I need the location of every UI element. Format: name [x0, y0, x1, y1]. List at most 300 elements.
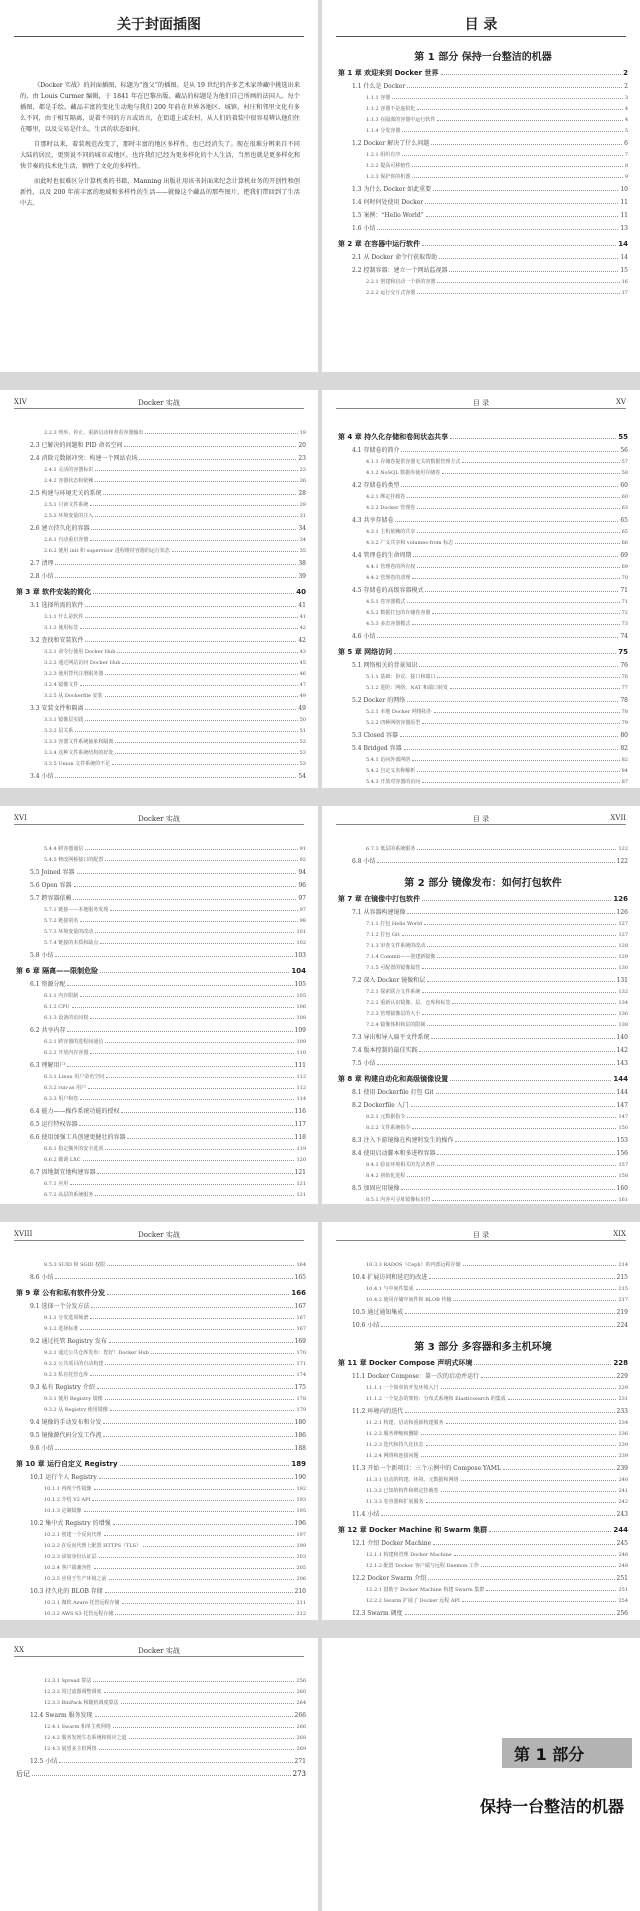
toc-entry[interactable]	[16, 557, 306, 570]
toc-entry[interactable]	[338, 1607, 628, 1620]
toc-entry[interactable]	[338, 183, 628, 196]
toc-entry[interactable]	[16, 1429, 306, 1442]
toc-entry[interactable]	[16, 927, 306, 938]
toc-entry[interactable]	[16, 1324, 306, 1335]
toc-entry[interactable]	[16, 1506, 306, 1517]
toc-chapter[interactable]	[338, 431, 628, 444]
toc-page-number: 45	[299, 660, 306, 666]
toc-entry[interactable]	[16, 1598, 306, 1609]
page-header	[14, 1646, 304, 1657]
leader-dots	[377, 637, 618, 638]
toc-chapter[interactable]	[16, 965, 306, 978]
toc-entry[interactable]	[338, 503, 628, 514]
leader-dots	[95, 1195, 294, 1196]
toc-entry[interactable]	[16, 1495, 306, 1506]
toc-entry[interactable]	[16, 647, 306, 658]
toc-entry[interactable]	[16, 1059, 306, 1072]
toc-entry[interactable]	[338, 444, 628, 457]
toc-entry[interactable]	[16, 465, 306, 476]
toc-entry-title: 6.1 资源分配	[30, 981, 66, 988]
toc-entry[interactable]	[338, 1319, 628, 1332]
toc-entry[interactable]	[16, 599, 306, 612]
toc-page-number: 14	[618, 240, 628, 248]
toc-entry[interactable]	[338, 115, 628, 126]
toc-entry[interactable]	[16, 1072, 306, 1083]
toc-page-number: 120	[296, 1157, 306, 1163]
leader-dots	[129, 1738, 295, 1739]
toc-entry[interactable]	[16, 691, 306, 702]
leader-dots	[91, 529, 296, 530]
page-xx	[0, 1638, 318, 1911]
toc-entry[interactable]	[16, 1131, 306, 1144]
toc-entry[interactable]	[16, 1709, 306, 1722]
toc-entry[interactable]	[16, 726, 306, 737]
toc-entry[interactable]	[338, 1596, 628, 1607]
toc-entry-title: 7.3 导出和导入扁平文件系统	[352, 1034, 430, 1041]
toc-entry[interactable]	[16, 905, 306, 916]
leader-dots	[437, 120, 622, 121]
toc-entry[interactable]	[338, 538, 628, 549]
toc-entry[interactable]	[338, 1044, 628, 1057]
toc-entry[interactable]	[338, 987, 628, 998]
toc-page-number: 51	[299, 728, 306, 734]
toc-entry-title: 7.2.3 管理镜像层的大小	[366, 1011, 421, 1017]
leader-dots	[429, 1278, 614, 1279]
toc-entry[interactable]	[338, 844, 628, 855]
leader-dots	[417, 849, 616, 850]
toc-entry[interactable]	[16, 1013, 306, 1024]
toc-page-number: 142	[616, 1047, 628, 1054]
toc-entry[interactable]	[16, 535, 306, 546]
leader-dots	[419, 1051, 614, 1052]
toc-entry[interactable]	[338, 1508, 628, 1521]
toc-page-number: 119	[296, 1146, 306, 1152]
toc-entry[interactable]	[338, 707, 628, 718]
toc-entry[interactable]	[16, 978, 306, 991]
toc-entry[interactable]	[338, 457, 628, 468]
toc-entry[interactable]	[16, 612, 306, 623]
leader-dots	[401, 1189, 614, 1190]
toc-entry[interactable]	[16, 1563, 306, 1574]
toc-entry[interactable]	[338, 1260, 628, 1271]
leader-dots	[417, 532, 619, 533]
toc-entry[interactable]	[338, 659, 628, 672]
toc-entry[interactable]	[338, 80, 628, 93]
toc-entry[interactable]	[16, 844, 306, 855]
toc-entry-title: 1.2.2 提高可移植性	[366, 163, 411, 169]
toc-entry[interactable]	[16, 1024, 306, 1037]
toc-entry[interactable]	[338, 1405, 628, 1418]
toc-entry[interactable]	[338, 549, 628, 562]
leader-dots	[94, 1568, 295, 1569]
toc-entry[interactable]	[16, 1271, 306, 1284]
toc-entry[interactable]	[338, 672, 628, 683]
toc-entry[interactable]	[16, 855, 306, 866]
toc-entry[interactable]	[338, 196, 628, 209]
toc-entry[interactable]	[16, 892, 306, 905]
toc-entry[interactable]	[338, 288, 628, 299]
toc-entry-title: 9.2 通过托管 Registry 发布	[30, 1338, 107, 1345]
toc-entry[interactable]	[338, 1086, 628, 1099]
leader-dots	[85, 720, 297, 721]
toc-entry[interactable]	[338, 1451, 628, 1462]
toc-page-number: 269	[296, 1746, 306, 1752]
toc-entry[interactable]	[338, 597, 628, 608]
toc-entry[interactable]	[338, 1497, 628, 1508]
toc-entry[interactable]	[16, 1609, 306, 1620]
toc-entry-title: 1.2.1 组织有序	[366, 152, 401, 158]
toc-page-number: 41	[299, 614, 306, 620]
toc-page-number: 239	[616, 1465, 628, 1472]
toc-entry[interactable]	[16, 1574, 306, 1585]
toc-entry[interactable]	[338, 1009, 628, 1020]
toc-entry[interactable]	[16, 1048, 306, 1059]
toc-entry[interactable]	[16, 522, 306, 535]
toc-entry[interactable]	[16, 949, 306, 962]
toc-entry[interactable]	[16, 1313, 306, 1324]
toc-entry-title: 12.2 Docker Swarm 介绍	[352, 1575, 427, 1582]
toc-entry[interactable]	[16, 748, 306, 759]
toc-entry[interactable]	[338, 729, 628, 742]
toc-entry-title: 2.3 已解决的问题和 PID 命名空间	[30, 442, 123, 449]
toc-entry[interactable]	[16, 1179, 306, 1190]
leader-dots	[377, 229, 618, 230]
toc-entry[interactable]	[16, 428, 306, 439]
toc-entry-title: 12.4.3 展望多主机网络	[44, 1746, 97, 1752]
toc-entry[interactable]	[16, 1733, 306, 1744]
toc-page-number: 103	[294, 952, 306, 959]
toc-entry[interactable]	[338, 161, 628, 172]
toc-entry-title: 第 4 章 持久化存储和卷间状态共享	[338, 433, 449, 441]
toc-entry[interactable]	[338, 1370, 628, 1383]
toc-entry-title: 1.1.4 分发容器	[366, 128, 401, 134]
toc-entry[interactable]	[338, 1306, 628, 1319]
toc-entry[interactable]	[338, 630, 628, 643]
toc-entry[interactable]	[338, 527, 628, 538]
toc-entry[interactable]	[338, 150, 628, 161]
toc-entry[interactable]	[338, 1182, 628, 1195]
page-number: XX	[14, 1646, 24, 1654]
toc-entry[interactable]	[16, 1144, 306, 1155]
toc-entry[interactable]	[16, 938, 306, 949]
toc-entry-title: 7.1.4 Commit——创建新镜像	[366, 954, 436, 960]
leader-dots	[413, 556, 618, 557]
toc-entry[interactable]	[338, 1284, 628, 1295]
toc-entry[interactable]	[338, 277, 628, 288]
toc-chapter[interactable]	[338, 646, 628, 659]
toc-entry[interactable]	[338, 93, 628, 104]
leader-dots	[90, 1053, 294, 1054]
toc-entry[interactable]	[338, 963, 628, 974]
toc-entry-title: 10.2.1 创建一个反向代理	[44, 1532, 102, 1538]
leader-dots	[377, 1064, 614, 1065]
toc-entry-title: 6.2.2 开放内存容器	[44, 1050, 89, 1056]
toc-entry[interactable]	[16, 1768, 306, 1781]
toc-entry[interactable]	[338, 573, 628, 584]
toc-entry[interactable]	[338, 766, 628, 777]
toc-entry[interactable]	[16, 487, 306, 500]
toc-entry[interactable]	[16, 669, 306, 680]
toc-entry[interactable]	[338, 1394, 628, 1405]
leader-dots	[55, 564, 296, 565]
toc-entry[interactable]	[16, 916, 306, 927]
toc-entry[interactable]	[338, 998, 628, 1009]
toc-entry-title: 10.1.2 介绍 V2 API	[44, 1497, 91, 1503]
page-number: XVII	[610, 814, 626, 822]
toc-entry-title: 7.1.5 可配置的镜像属性	[366, 965, 421, 971]
leader-dots	[55, 577, 296, 578]
toc-entry[interactable]	[338, 172, 628, 183]
leader-dots	[85, 709, 296, 710]
toc-entry[interactable]	[16, 1166, 306, 1179]
toc-entry[interactable]	[338, 1462, 628, 1475]
toc-page-number: 87	[621, 779, 628, 785]
toc-entry[interactable]	[16, 1002, 306, 1013]
toc-entry[interactable]	[338, 855, 628, 868]
toc-chapter[interactable]	[338, 67, 628, 80]
toc-entry[interactable]	[338, 251, 628, 264]
toc-entry[interactable]	[16, 1359, 306, 1370]
toc-list	[16, 1260, 306, 1620]
toc-entry[interactable]	[338, 919, 628, 930]
toc-entry[interactable]	[16, 1190, 306, 1201]
toc-entry[interactable]	[16, 623, 306, 634]
toc-entry[interactable]	[16, 1541, 306, 1552]
toc-entry[interactable]	[338, 952, 628, 963]
toc-entry[interactable]	[338, 468, 628, 479]
toc-entry[interactable]	[338, 694, 628, 707]
toc-entry[interactable]	[338, 941, 628, 952]
toc-entry[interactable]	[338, 1537, 628, 1550]
toc-entry[interactable]	[338, 104, 628, 115]
toc-entry-title: 11.4 小结	[352, 1511, 380, 1518]
toc-entry[interactable]	[16, 1394, 306, 1405]
page-header	[336, 1230, 626, 1241]
toc-entry[interactable]	[16, 1405, 306, 1416]
toc-entry[interactable]	[16, 634, 306, 647]
toc-entry[interactable]	[338, 1383, 628, 1394]
toc-entry[interactable]	[16, 1517, 306, 1530]
toc-page-number: 266	[294, 1712, 306, 1719]
toc-page-number: 174	[296, 1372, 306, 1378]
leader-dots	[402, 935, 617, 936]
toc-entry[interactable]	[338, 906, 628, 919]
toc-entry[interactable]	[338, 755, 628, 766]
toc-entry-title: 3.1.2 使用标签	[44, 625, 79, 631]
toc-entry[interactable]	[338, 562, 628, 573]
toc-entry[interactable]	[338, 1550, 628, 1561]
toc-page-number: 55	[618, 433, 628, 441]
toc-entry[interactable]	[16, 1118, 306, 1131]
toc-entry[interactable]	[338, 126, 628, 137]
toc-entry[interactable]	[16, 1471, 306, 1484]
toc-entry[interactable]	[16, 680, 306, 691]
toc-entry[interactable]	[16, 1698, 306, 1709]
leader-dots	[112, 764, 297, 765]
toc-chapter[interactable]	[338, 1357, 628, 1370]
toc-entry[interactable]	[338, 1572, 628, 1585]
toc-entry[interactable]	[338, 619, 628, 630]
toc-page-number: 144	[613, 1075, 628, 1083]
toc-page-number: 52	[299, 739, 306, 745]
toc-entry-title: 5.1 网络相关的背景知识	[352, 662, 418, 669]
toc-page-number: 268	[296, 1735, 306, 1741]
toc-entry[interactable]	[16, 1348, 306, 1359]
leader-dots	[437, 1154, 614, 1155]
leader-dots	[474, 1364, 611, 1365]
toc-entry[interactable]	[338, 930, 628, 941]
toc-page-number: 167	[296, 1326, 306, 1332]
toc-entry[interactable]	[338, 584, 628, 597]
toc-chapter[interactable]	[338, 1073, 628, 1086]
toc-entry[interactable]	[16, 658, 306, 669]
toc-entry[interactable]	[16, 759, 306, 770]
toc-entry[interactable]	[16, 879, 306, 892]
leader-dots	[113, 1524, 293, 1525]
toc-entry[interactable]	[16, 1105, 306, 1118]
toc-entry-title: 11.3.1 启动的构建、环境、元数据和网络	[366, 1477, 459, 1483]
toc-entry[interactable]	[338, 264, 628, 277]
toc-entry[interactable]	[338, 1486, 628, 1497]
toc-chapter[interactable]	[338, 893, 628, 906]
toc-entry[interactable]	[338, 1295, 628, 1306]
toc-entry[interactable]	[338, 1112, 628, 1123]
toc-entry[interactable]	[16, 1744, 306, 1755]
toc-entry[interactable]	[16, 1381, 306, 1394]
toc-entry-title: 10.2.3 添加身份认证层	[44, 1554, 97, 1560]
toc-entry[interactable]	[16, 452, 306, 465]
toc-entry[interactable]	[16, 1585, 306, 1598]
toc-page-number: 245	[616, 1540, 628, 1547]
toc-entry[interactable]	[16, 770, 306, 783]
toc-entry[interactable]	[16, 1530, 306, 1541]
toc-entry[interactable]	[338, 1147, 628, 1160]
toc-entry[interactable]	[338, 492, 628, 503]
toc-entry[interactable]	[338, 683, 628, 694]
toc-entry-title: 10.3.1 微软 Azure 托管远程存储	[44, 1600, 120, 1606]
toc-page-number: 40	[296, 588, 306, 596]
toc-entry[interactable]	[16, 1676, 306, 1687]
toc-page-number: 242	[618, 1499, 628, 1505]
part-heading: 第 3 部分 多容器和多主机环境	[414, 1342, 552, 1353]
toc-entry[interactable]	[338, 1271, 628, 1284]
toc-entry[interactable]	[338, 1585, 628, 1596]
toc-entry[interactable]	[16, 866, 306, 879]
toc-entry[interactable]	[16, 1687, 306, 1698]
leader-dots	[75, 731, 297, 732]
page-number: XVIII	[14, 1230, 33, 1238]
leader-dots	[97, 1173, 292, 1174]
toc-entry[interactable]	[338, 1561, 628, 1572]
toc-entry-title: 5.1.1 基础：协议、接口和端口	[366, 674, 436, 680]
toc-chapter[interactable]	[338, 238, 628, 251]
toc-entry[interactable]	[16, 1484, 306, 1495]
toc-entry[interactable]	[338, 1429, 628, 1440]
toc-entry[interactable]	[16, 546, 306, 557]
toc-entry[interactable]	[16, 570, 306, 583]
toc-entry[interactable]	[338, 1171, 628, 1182]
leader-dots	[104, 1535, 295, 1536]
leader-dots	[103, 1436, 292, 1437]
toc-entry[interactable]	[338, 1160, 628, 1171]
toc-entry[interactable]	[338, 974, 628, 987]
toc-entry[interactable]	[16, 1755, 306, 1768]
leader-dots	[117, 652, 297, 653]
toc-chapter[interactable]	[16, 586, 306, 599]
leader-dots	[99, 1557, 295, 1558]
toc-entry[interactable]	[338, 777, 628, 788]
toc-entry[interactable]	[16, 1094, 306, 1105]
toc-entry-title: 5.7.2 链接别名	[44, 918, 79, 924]
leader-dots	[405, 1614, 615, 1615]
toc-entry-title: 7.5 小结	[352, 1060, 376, 1067]
toc-entry[interactable]	[16, 991, 306, 1002]
running-title: Docker 实战	[138, 399, 180, 407]
toc-entry[interactable]	[338, 742, 628, 755]
toc-entry-title: 7.2 深入 Docker 镜像和层	[352, 977, 426, 984]
toc-entry[interactable]	[16, 439, 306, 452]
toc-page-number: 78	[621, 709, 628, 715]
toc-entry[interactable]	[16, 1037, 306, 1048]
toc-entry[interactable]	[338, 479, 628, 492]
toc-entry[interactable]	[16, 1442, 306, 1455]
toc-entry[interactable]	[338, 1031, 628, 1044]
page-cover-illustration	[0, 0, 318, 372]
toc-entry[interactable]	[338, 1123, 628, 1134]
leader-dots	[439, 258, 618, 259]
toc-chapter[interactable]	[338, 1524, 628, 1537]
toc-entry[interactable]	[16, 1083, 306, 1094]
toc-entry[interactable]	[338, 1020, 628, 1031]
toc-page-number: 34	[298, 525, 306, 532]
toc-entry[interactable]	[338, 1440, 628, 1451]
toc-entry[interactable]	[338, 1418, 628, 1429]
leader-dots	[95, 1716, 293, 1717]
toc-entry[interactable]	[338, 1099, 628, 1112]
leader-dots	[428, 1579, 614, 1580]
toc-entry[interactable]	[16, 1155, 306, 1166]
toc-entry[interactable]	[338, 222, 628, 235]
toc-entry[interactable]	[16, 500, 306, 511]
toc-entry[interactable]	[16, 1335, 306, 1348]
toc-entry[interactable]	[16, 1416, 306, 1429]
toc-entry[interactable]	[16, 737, 306, 748]
toc-entry[interactable]	[16, 1300, 306, 1313]
toc-entry[interactable]	[338, 1057, 628, 1070]
toc-entry[interactable]	[16, 1552, 306, 1563]
toc-entry[interactable]	[338, 137, 628, 150]
toc-entry[interactable]	[16, 715, 306, 726]
toc-entry[interactable]	[16, 702, 306, 715]
toc-entry-title: 4.6 小结	[352, 633, 376, 640]
toc-entry[interactable]	[16, 1370, 306, 1381]
leader-dots	[77, 873, 297, 874]
toc-entry[interactable]	[16, 511, 306, 522]
toc-entry[interactable]	[16, 1260, 306, 1271]
toc-entry[interactable]	[338, 1134, 628, 1147]
toc-chapter[interactable]	[16, 1458, 306, 1471]
toc-entry[interactable]	[338, 1475, 628, 1486]
toc-entry[interactable]	[338, 608, 628, 619]
toc-chapter[interactable]	[16, 1287, 306, 1300]
toc-entry[interactable]	[338, 209, 628, 222]
toc-entry-title: 8.2.1 元数据指令	[366, 1114, 406, 1120]
toc-entry[interactable]	[16, 1722, 306, 1733]
toc-entry[interactable]	[16, 476, 306, 487]
toc-entry[interactable]	[338, 514, 628, 527]
leader-dots	[441, 1491, 617, 1492]
toc-entry[interactable]	[338, 718, 628, 729]
